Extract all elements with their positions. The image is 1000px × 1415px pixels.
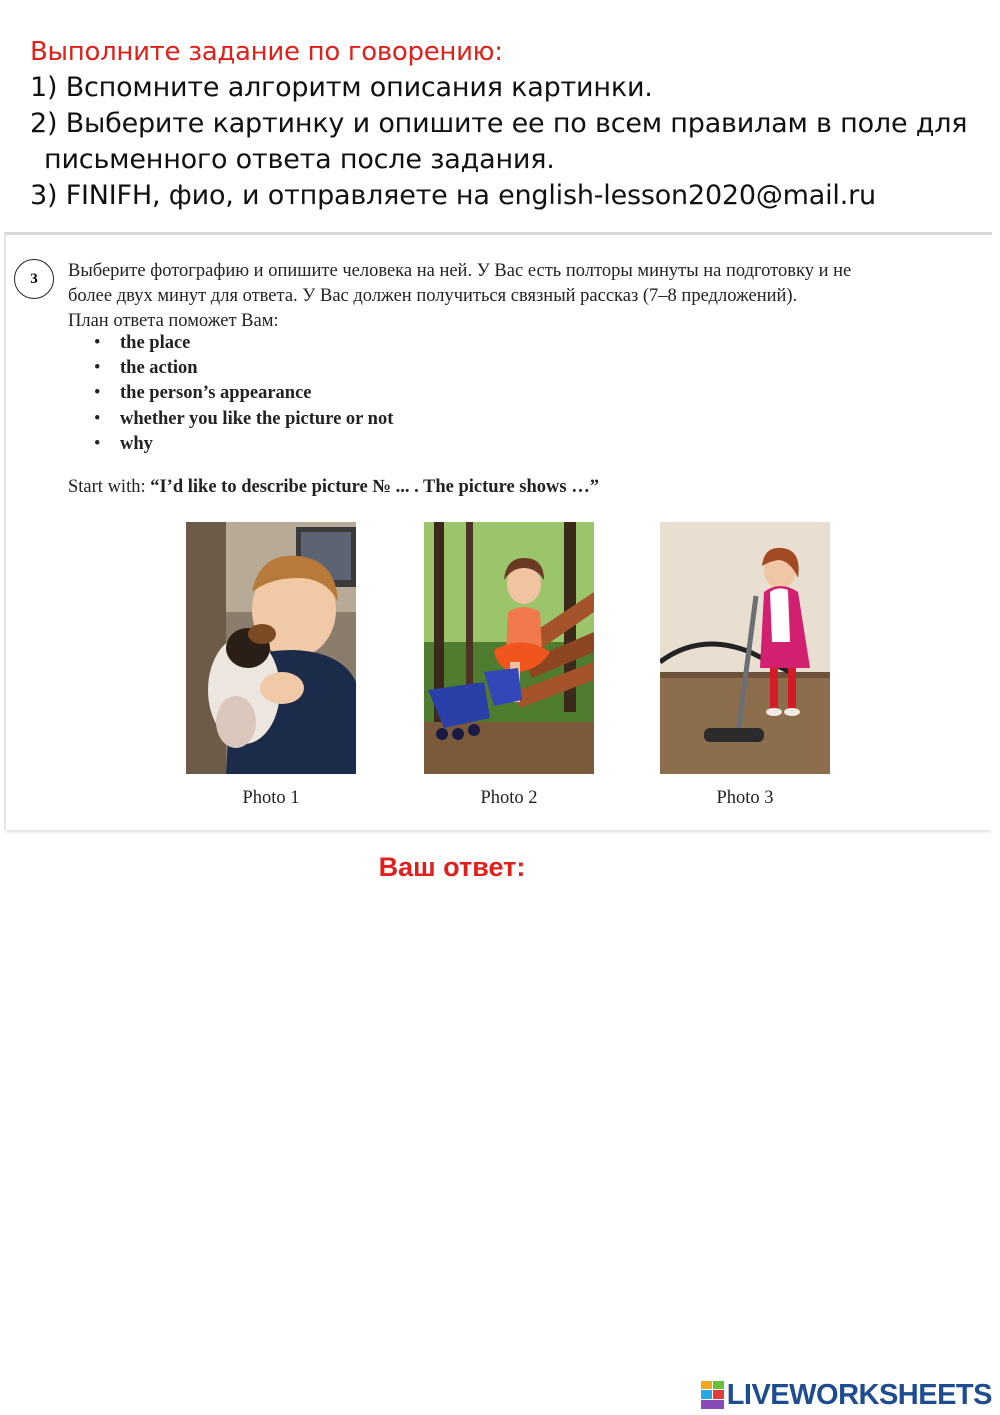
plan-item: • why (94, 433, 153, 454)
task-card (4, 232, 992, 830)
photo-1-image (186, 522, 356, 774)
plan-item: • the person’s appearance (94, 383, 312, 404)
liveworksheets-brand-text: LIVEWORKSHEETS (726, 1378, 992, 1411)
task-number-badge: 3 (14, 259, 54, 299)
task-instructions (68, 259, 968, 334)
photo-3-caption: Photo 3 (716, 788, 774, 808)
liveworksheets-logo-icon (701, 1381, 725, 1409)
instruction-line: Выберите фотографию и опишите человека на ней. У Вас есть полторы минуты на подготовку и не (68, 261, 852, 281)
photo-1-caption: Photo 1 (242, 788, 300, 808)
answer-label: Ваш ответ: (378, 852, 526, 882)
assignment-step-1: 1) Вспомните алгоритм описания картинки. (30, 72, 653, 103)
liveworksheets-logo (701, 1379, 992, 1411)
instruction-line: более двух минут для ответа. У Вас должен получиться связный рассказ (7–8 предложений). (68, 286, 798, 306)
plan-item: • whether you like the picture or not (94, 408, 394, 429)
assignment-step-2-continued: письменного ответа после задания. (44, 144, 555, 175)
start-with-phrase: Start with: “I’d like to describe picture № ... . The picture shows …” (68, 477, 599, 497)
plan-item: • the action (94, 358, 198, 379)
instruction-line: План ответа поможет Вам: (68, 311, 279, 331)
plan-item: • the place (94, 333, 191, 353)
photo-2-caption: Photo 2 (480, 788, 538, 808)
photo-3-image (660, 522, 830, 774)
assignment-step-3: 3) FINIFH, фио, и отправляете на english-lesson2020@mail.ru (30, 180, 876, 211)
assignment-header (30, 34, 980, 214)
assignment-step-2: 2) Выберите картинку и опишите ее по всем правилам в поле для (30, 108, 968, 139)
answer-plan-list (94, 331, 393, 457)
photo-2-image (424, 522, 594, 774)
assignment-title: Выполните задание по говорению: (30, 37, 503, 67)
